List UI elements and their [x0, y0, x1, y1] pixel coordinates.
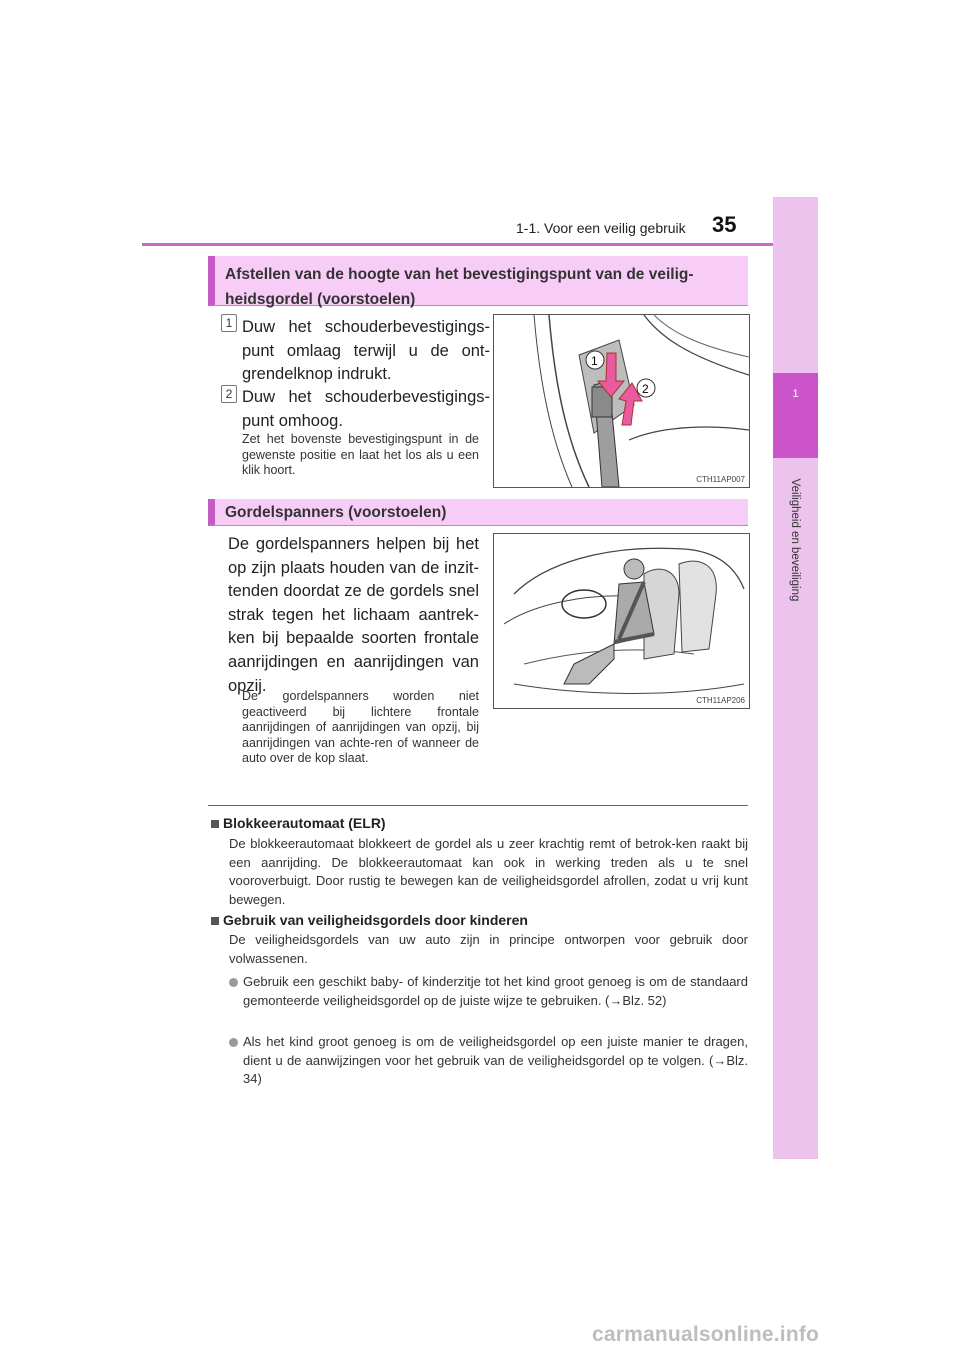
section-heading-belt-height: Afstellen van de hoogte van het bevestigingspunt van de veilig-heidsgordel (voorstoelen) — [208, 256, 748, 306]
chapter-side-strip — [773, 197, 818, 1159]
watermark: carmanualsonline.info — [592, 1323, 820, 1346]
header-rule — [142, 243, 818, 246]
square-bullet-icon — [211, 917, 219, 925]
step-text-2: Duw het schouderbevestigings-punt omhoog. — [242, 388, 490, 430]
bullet-item-1: Gebruik een geschikt baby- of kinderzitje tot het kind groot genoeg is om de standaard gemonteerde veiligheidsgordel op de juiste wijze te gebruiken. (→Blz. 52) — [229, 973, 748, 1010]
callout-2: 2 — [642, 382, 649, 396]
square-bullet-icon — [211, 820, 219, 828]
pretensioner-paragraph: De gordelspanners helpen bij het op zijn plaats houden van de inzit-tenden doordat ze de gordels snel strak tegen het lichaam aantrek-ken bij bepaalde soorten frontale aanrijdingen en aanrijdingen van opzij. — [228, 535, 479, 695]
figure-code: CTH11AP206 — [696, 696, 745, 705]
note-text-children: De veiligheidsgordels van uw auto zijn in principe ontworpen voor gebruik door volwassenen. — [229, 932, 748, 966]
running-title: 1-1. Voor een veilig gebruik — [516, 220, 686, 236]
pretensioner-illustration — [494, 534, 749, 708]
step-note: Zet het bovenste bevestigingspunt in de gewenste positie en laat het los als u een klik hoort. — [242, 432, 479, 477]
step-text-1: Duw het schouderbevestigings-punt omlaag terwijl u de ont-grendelknop indrukt. — [242, 318, 490, 383]
figure-code: CTH11AP007 — [696, 475, 745, 484]
callout-1: 1 — [591, 354, 598, 368]
chapter-label: Veiligheid en beveiliging — [789, 478, 801, 602]
figure-pretensioners — [493, 533, 750, 709]
note-title-elr: Blokkeerautomaat (ELR) — [211, 815, 386, 831]
chapter-tab[interactable] — [773, 373, 818, 458]
section-heading-pretensioners: Gordelspanners (voorstoelen) — [208, 499, 748, 526]
step-number-1: 1 — [221, 314, 237, 332]
bullet-item-2: Als het kind groot genoeg is om de veiligheidsgordel op een juiste manier te dragen, dient u de aanwijzingen voor het gebruik van de veiligheidsgordel op te volgen. (→Blz. 34) — [229, 1033, 748, 1089]
figure-belt-anchor — [493, 314, 750, 488]
step-number-2: 2 — [221, 385, 237, 403]
pretensioner-note: De gordelspanners worden niet geactiveerd bij lichtere frontale aanrijdingen of aanrijdingen van opzij, bij aanrijdingen van achte-ren of wanneer de auto over de kop slaat. — [242, 689, 479, 765]
note-text-elr: De blokkeerautomaat blokkeert de gordel als u zeer krachtig remt of betrok-ken raakt bij een aanrijding. De blokkeerautomaat kan ook in werking treden als u te snel vooroverbuigt. Door rustig te bewegen kan de veiligheidsgordel afrollen, zodat u vrij kunt bewegen. — [229, 836, 748, 907]
chapter-tab-number: 1 — [792, 388, 799, 400]
bullet-dot-icon — [229, 1038, 238, 1047]
belt-anchor-illustration — [494, 315, 749, 487]
page-number: 35 — [712, 212, 737, 237]
section-divider — [208, 805, 748, 806]
bullet-dot-icon — [229, 978, 238, 987]
note-title-children: Gebruik van veiligheidsgordels door kinderen — [211, 912, 528, 928]
